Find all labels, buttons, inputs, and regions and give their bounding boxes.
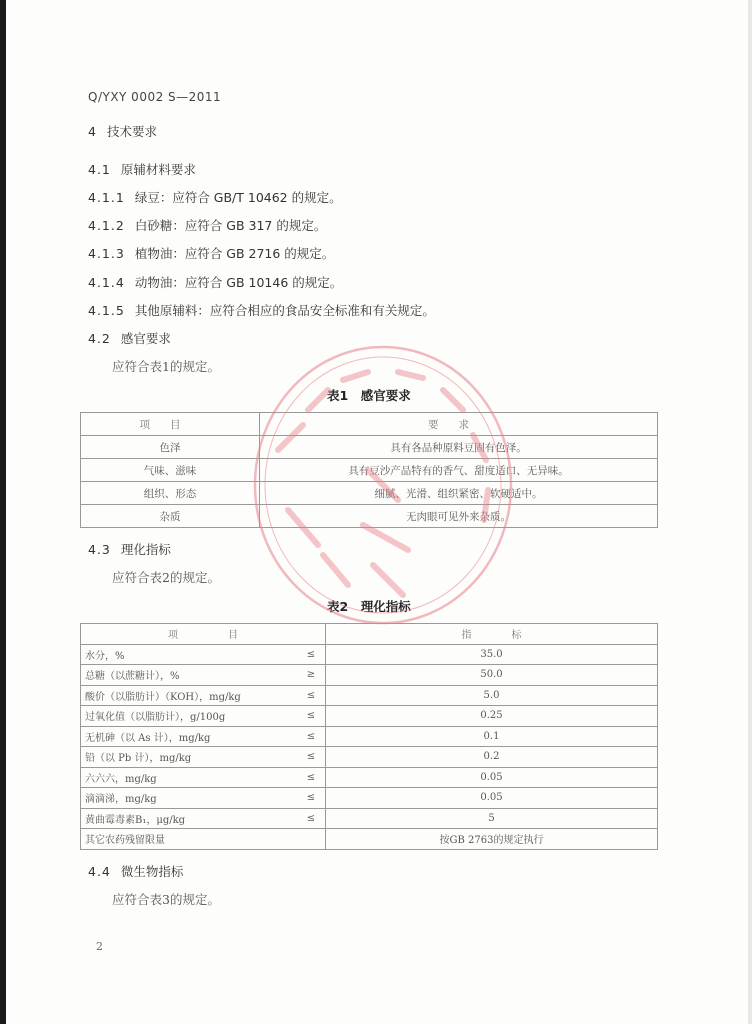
section-4-1-5 [88, 301, 435, 319]
cell-item: 杂质 [81, 505, 260, 528]
cell-operator: ≤ [297, 788, 326, 809]
section-4-2 [88, 329, 171, 347]
section-text: 动物油：应符合 GB 10146 的规定。 [134, 275, 343, 290]
section-text: 其他原辅料：应符合相应的食品安全标准和有关规定。 [134, 303, 435, 318]
cell-value: 0.05 [326, 788, 658, 809]
cell-item: 组织、形态 [81, 482, 260, 505]
table-row [81, 644, 658, 665]
section-4-1-2 [88, 216, 326, 234]
cell-item: 色泽 [81, 436, 260, 459]
section-number: 4.2 [88, 331, 111, 346]
page-number: 2 [96, 940, 103, 953]
cell-requirement: 具有豆沙产品特有的香气、甜度适口、无异味。 [260, 459, 658, 482]
cell-operator: ≥ [297, 665, 326, 686]
cell-value: 5 [326, 808, 658, 829]
section-number: 4.1.5 [88, 303, 125, 318]
table3-reference: 应符合表3的规定。 [112, 892, 220, 907]
table-header-row [81, 624, 658, 645]
cell-item: 铅（以 Pb 计），mg/kg [81, 747, 298, 768]
table-row [81, 665, 658, 686]
table-row [81, 505, 658, 528]
cell-operator: ≤ [297, 808, 326, 829]
cell-value: 0.2 [326, 747, 658, 768]
table1-caption: 表1 感官要求 [327, 388, 411, 403]
cell-requirement: 具有各品种原料豆固有色泽。 [260, 436, 658, 459]
section-4-1-1 [88, 188, 342, 206]
section-4-4 [88, 862, 183, 880]
section-4-1-3 [88, 244, 334, 262]
table-row [81, 726, 658, 747]
cell-operator: ≤ [297, 685, 326, 706]
cell-operator: ≤ [297, 706, 326, 727]
cell-operator: ≤ [297, 747, 326, 768]
header-index: 指 标 [326, 624, 658, 645]
cell-requirement: 无肉眼可见外来杂质。 [260, 505, 658, 528]
cell-item: 酸价（以脂肪计）（KOH），mg/kg [81, 685, 298, 706]
cell-value: 50.0 [326, 665, 658, 686]
standard-code: Q/YXY 0002 S—2011 [88, 90, 222, 104]
cell-value: 0.25 [326, 706, 658, 727]
table-row [81, 808, 658, 829]
cell-operator: ≤ [297, 726, 326, 747]
table-row [81, 459, 658, 482]
table-row [81, 788, 658, 809]
section-number: 4.1 [88, 162, 111, 177]
cell-item: 总糖（以蔗糖计），% [81, 665, 298, 686]
table-row [81, 482, 658, 505]
table1-reference: 应符合表1的规定。 [112, 359, 220, 374]
table-row [81, 685, 658, 706]
cell-value: 0.1 [326, 726, 658, 747]
cell-item: 气味、滋味 [81, 459, 260, 482]
section-title: 理化指标 [120, 542, 171, 557]
section-title: 感官要求 [120, 331, 171, 346]
header-item: 项 目 [81, 624, 326, 645]
section-number: 4.3 [88, 542, 111, 557]
section-4-1 [88, 160, 196, 178]
scan-edge-right [748, 0, 752, 1024]
section-4-1-4 [88, 273, 342, 291]
section-text: 白砂糖：应符合 GB 317 的规定。 [134, 218, 327, 233]
section-title: 技术要求 [106, 124, 157, 139]
cell-value: 5.0 [326, 685, 658, 706]
section-4-3 [88, 540, 171, 558]
header-requirement: 要求 [260, 413, 658, 436]
cell-item: 滴滴涕，mg/kg [81, 788, 298, 809]
table-row [81, 829, 658, 850]
table-row [81, 436, 658, 459]
cell-item: 黄曲霉毒素B₁，μg/kg [81, 808, 298, 829]
cell-operator: ≤ [297, 767, 326, 788]
section-text: 绿豆：应符合 GB/T 10462 的规定。 [134, 190, 342, 205]
header-item: 项目 [81, 413, 260, 436]
table-row [81, 767, 658, 788]
table2-caption: 表2 理化指标 [327, 599, 411, 614]
table2-reference: 应符合表2的规定。 [112, 570, 220, 585]
section-4 [88, 122, 157, 140]
cell-item: 其它农药残留限量 [81, 829, 326, 850]
section-number: 4.4 [88, 864, 111, 879]
physicochemical-table [80, 623, 658, 850]
section-title: 微生物指标 [120, 864, 184, 879]
cell-item: 无机砷（以 As 计），mg/kg [81, 726, 298, 747]
section-title: 原辅材料要求 [120, 162, 196, 177]
cell-operator: ≤ [297, 644, 326, 665]
section-text: 植物油：应符合 GB 2716 的规定。 [134, 246, 335, 261]
cell-item: 过氧化值（以脂肪计），g/100g [81, 706, 298, 727]
table-row [81, 706, 658, 727]
scan-edge-left [0, 0, 6, 1024]
cell-value: 0.05 [326, 767, 658, 788]
section-number: 4.1.4 [88, 275, 125, 290]
section-number: 4 [88, 124, 97, 139]
cell-value: 按GB 2763的规定执行 [326, 829, 658, 850]
section-number: 4.1.1 [88, 190, 125, 205]
cell-item: 水分，% [81, 644, 298, 665]
sensory-table [80, 412, 658, 528]
cell-requirement: 细腻、光滑、组织紧密、软硬适中。 [260, 482, 658, 505]
table-header-row [81, 413, 658, 436]
section-number: 4.1.3 [88, 246, 125, 261]
section-number: 4.1.2 [88, 218, 125, 233]
cell-value: 35.0 [326, 644, 658, 665]
table-row [81, 747, 658, 768]
cell-item: 六六六，mg/kg [81, 767, 298, 788]
